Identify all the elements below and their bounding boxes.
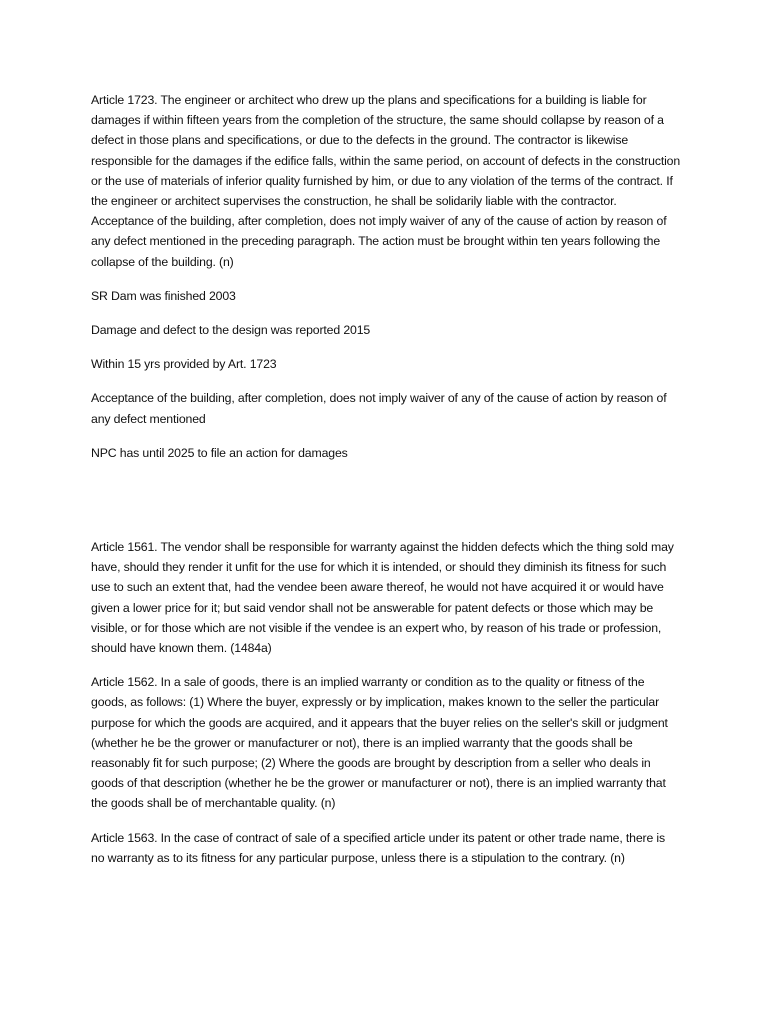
article-1562-paragraph: Article 1562. In a sale of goods, there is an implied warranty or condition as to the quality or fitness of the goods, as follows: (1) Where the buyer, expressly or by implication, makes known to the seller the particular purpose for which the goods are acquired, and it appears that the buyer relies on the seller's skill or judgment (whether he be the grower or manufacturer or not), there is an implied warranty that the goods shall be reasonably fit for such purpose; (2) Where the goods are brought by description from a seller who deals in goods of that description (whether he be the grower or manufacturer or not), there is an implied warranty that the goods shall be of merchantable quality. (n)	[91, 675, 668, 811]
article-1723-paragraph: Article 1723. The engineer or architect who drew up the plans and specifications for a building is liable for damages if within fifteen years from the completion of the structure, the same should collapse by reason of a defect in those plans and specifications, or due to the defects in the ground. The contractor is likewise responsible for the damages if the edifice falls, within the same period, on account of defects in the construction or the use of materials of inferior quality furnished by him, or due to any violation of the terms of the contract. If the engineer or architect supervises the construction, he shall be solidarily liable with the contractor. Acceptance of the building, after completion, does not imply waiver of any of the cause of action by reason of any defect mentioned in the preceding paragraph. The action must be brought within ten years following the collapse of the building. (n)	[91, 93, 681, 269]
article-1561-paragraph: Article 1561. The vendor shall be responsible for warranty against the hidden defects which the thing sold may have, should they render it unfit for the use for which it is intended, or should they diminish its fitness for such use to such an extent that, had the vendee been aware thereof, he would not have acquired it or would have given a lower price for it; but said vendor shall not be answerable for patent defects or those which may be visible, or for those which are not visible if the vendee is an expert who, by reason of his trade or profession, should have known them. (1484a)	[91, 540, 674, 656]
note-npc-deadline: NPC has until 2025 to file an action for damages	[91, 445, 348, 460]
document-body	[91, 90, 681, 868]
article-1563-paragraph: Article 1563. In the case of contract of sale of a specified article under its patent or other trade name, there is no warranty as to its fitness for any particular purpose, unless there is a stipulation to the contrary. (n)	[91, 830, 666, 865]
note-within-15-years: Within 15 yrs provided by Art. 1723	[91, 357, 277, 372]
note-damage-reported: Damage and defect to the design was reported 2015	[91, 323, 371, 338]
note-acceptance-of-building: Acceptance of the building, after completion, does not imply waiver of any of the cause of action by reason of any defect mentioned	[91, 391, 667, 426]
note-dam-finished: SR Dam was finished 2003	[91, 288, 236, 303]
